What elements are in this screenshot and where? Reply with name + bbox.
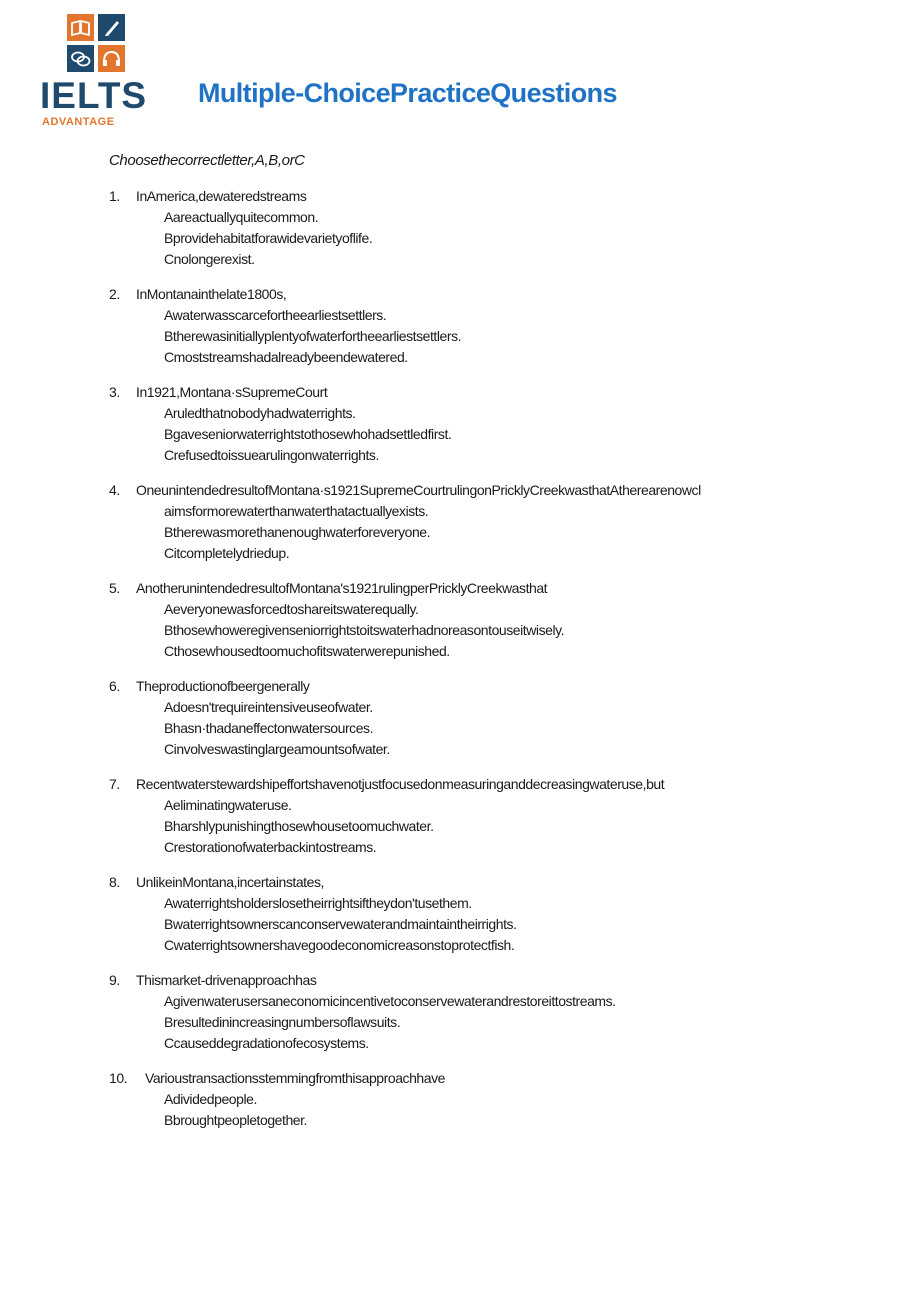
option-a: Adoesn'trequireintensiveuseofwater. [164, 699, 373, 715]
option-a: Aruledthatnobodyhadwaterrights. [164, 405, 356, 421]
option-c: Citcompletelydriedup. [164, 545, 290, 561]
option-c: Cinvolveswastinglargeamountsofwater. [164, 741, 390, 757]
option-b: Bwaterrightsownerscanconservewaterandmaintaintheirrights. [164, 916, 517, 932]
question-4 [109, 480, 889, 564]
headphones-icon [98, 45, 125, 72]
option-a: Agivenwaterusersaneconomicincentivetoconservewaterandrestoreittostreams. [164, 993, 616, 1009]
question-list [109, 186, 889, 1145]
question-number: 8. [109, 874, 120, 890]
option-a: Awaterwasscarcefortheearliestsettlers. [164, 307, 387, 323]
question-stem: Thismarket-drivenapproachhas [136, 972, 317, 988]
book-icon [67, 14, 94, 41]
question-stem: InAmerica,dewateredstreams [136, 188, 307, 204]
option-b: Bprovidehabitatforawidevarietyoflife. [164, 230, 373, 246]
question-number: 9. [109, 972, 120, 988]
option-b: Btherewasinitiallyplentyofwaterfortheearliestsettlers. [164, 328, 462, 344]
option-b: Bhasn·thadaneffectonwatersources. [164, 720, 374, 736]
option-b: Btherewasmorethanenoughwaterforeveryone. [164, 524, 431, 540]
question-1 [109, 186, 889, 270]
logo-subtitle: ADVANTAGE [42, 116, 115, 128]
question-stem: Theproductionofbeergenerally [136, 678, 310, 694]
question-9 [109, 970, 889, 1054]
logo-wordmark: IELTS [40, 75, 148, 116]
option-b: Bresultedinincreasingnumbersoflawsuits. [164, 1014, 401, 1030]
question-stem-continued: aimsformorewaterthanwaterthatactuallyexists. [164, 503, 429, 519]
instructions: Choosethecorrectletter,A,B,orC [109, 152, 305, 169]
page-title: Multiple-ChoicePracticeQuestions [198, 78, 617, 108]
option-b: Bbroughtpeopletogether. [164, 1112, 308, 1128]
question-stem: Recentwaterstewardshipeffortshavenotjustfocusedonmeasuringanddecreasingwateruse,but [136, 776, 665, 792]
question-number: 4. [109, 482, 120, 498]
question-stem: In1921,Montana·sSupremeCourt [136, 384, 328, 400]
option-c: Crestorationofwaterbackintostreams. [164, 839, 377, 855]
option-a: Awaterrightsholderslosetheirrightsiftheydon'tusethem. [164, 895, 472, 911]
question-8 [109, 872, 889, 956]
question-5 [109, 578, 889, 662]
question-10 [109, 1068, 889, 1131]
question-number: 6. [109, 678, 120, 694]
option-b: Bgaveseniorwaterrightstothosewhohadsettledfirst. [164, 426, 452, 442]
option-a: Aareactuallyquitecommon. [164, 209, 319, 225]
option-c: Cmoststreamshadalreadybeendewatered. [164, 349, 408, 365]
question-number: 5. [109, 580, 120, 596]
question-stem: OneunintendedresultofMontana·s1921SupremeCourtrulingonPricklyCreekwasthatAtherearenowcl [136, 482, 701, 498]
question-6 [109, 676, 889, 760]
question-7 [109, 774, 889, 858]
question-number: 10. [109, 1070, 128, 1086]
question-stem: Varioustransactionsstemmingfromthisapproachhave [145, 1070, 445, 1086]
question-stem: InMontanainthelate1800s, [136, 286, 287, 302]
question-number: 1. [109, 188, 120, 204]
option-a: Adividedpeople. [164, 1091, 257, 1107]
option-a: Aeveryonewasforcedtoshareitswaterequally. [164, 601, 419, 617]
ielts-advantage-logo [40, 14, 150, 128]
question-number: 7. [109, 776, 120, 792]
option-c: Ccauseddegradationofecosystems. [164, 1035, 369, 1051]
pen-icon [98, 14, 125, 41]
chat-bubbles-icon [67, 45, 94, 72]
question-number: 3. [109, 384, 120, 400]
question-number: 2. [109, 286, 120, 302]
question-stem: AnotherunintendedresultofMontana's1921rulingperPricklyCreekwasthat [136, 580, 548, 596]
logo-icon-grid [67, 14, 125, 72]
option-c: Crefusedtoissuearulingonwaterrights. [164, 447, 379, 463]
question-3 [109, 382, 889, 466]
option-b: Bharshlypunishingthosewhousetoomuchwater. [164, 818, 434, 834]
option-c: Cnolongerexist. [164, 251, 255, 267]
option-c: Cwaterrightsownershavegoodeconomicreasonstoprotectfish. [164, 937, 515, 953]
question-2 [109, 284, 889, 368]
option-a: Aeliminatingwateruse. [164, 797, 292, 813]
option-b: Bthosewhoweregivenseniorrightstoitswaterhadnoreasontouseitwisely. [164, 622, 565, 638]
option-c: Cthosewhousedtoomuchofitswaterwerepunished. [164, 643, 450, 659]
question-stem: UnlikeinMontana,incertainstates, [136, 874, 324, 890]
